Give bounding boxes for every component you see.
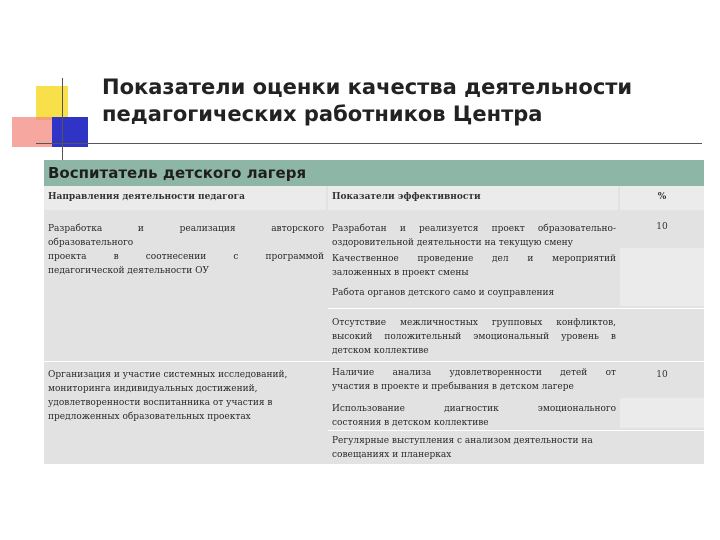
decorative-vertical-line [62,78,63,160]
row1-indicator-3-text: Работа органов детского само и соуправления [332,288,555,298]
row2-direction-line-1: Организация и участие системных исследований, [48,370,288,380]
row2-indicator-3 [332,434,616,462]
row1-indicator-4-line-1: Отсутствие межличностных групповых конфликтов, [332,318,616,328]
row2-percent-empty-box [620,398,704,428]
section-subheading: Воспитатель детского лагеря [44,160,704,186]
row1-indicator-4-line-2: высокий положительный эмоциональный уровень в [332,332,616,342]
row1-direction-line-4: педагогической деятельности ОУ [48,266,209,276]
row2-direction-line-4: предложенных образовательных проектах [48,412,251,422]
row1-direction-line-1: Разработка и реализация авторского [48,224,324,234]
row2-direction-cell [48,368,324,424]
row1-indicator-4 [332,316,616,358]
row1-percent: 10 [656,222,668,232]
row1-indicator-2-line-1: Качественное проведение дел и мероприятий [332,254,616,264]
row1-indicator-2-line-2: заложенных в проект смены [332,268,469,278]
row2-indicator-1 [332,366,616,394]
row1-direction-line-3: проекта в соотнесении с программой [48,252,324,262]
row2-percent: 10 [656,370,668,380]
row1-indicator-1 [332,222,616,250]
row2-indicator-2 [332,402,616,430]
evaluation-table [44,186,704,464]
row2-direction-line-2: мониторинга индивидуальных достижений, [48,384,258,394]
row1-separator [328,308,704,309]
row2-indicator-2-line-2: состояния в детском коллективе [332,418,489,428]
row2-indicator-3-line-2: совещаниях и планерках [332,450,452,460]
row1-direction-line-2: образовательного [48,238,134,248]
row2-inner-separator [328,430,704,431]
row1-indicator-2 [332,252,616,280]
row2-direction-line-3: удовлетворенности воспитанника от участия в [48,398,273,408]
header-direction-label: Направления деятельности педагога [48,192,246,202]
header-cell-percent [620,186,704,210]
row2-indicator-2-line-1: Использование диагностик эмоционального [332,404,616,414]
row1-indicator-4-line-3: детском коллективе [332,346,429,356]
slide-title [102,74,702,128]
decorative-yellow-square [36,86,68,120]
header-cell-direction [44,186,326,210]
row1-indicator-1-line-2: оздоровительной деятельности на текущую смену [332,238,573,248]
header-cell-indicators [328,186,618,210]
header-percent-label: % [657,192,667,202]
slide-title-line-1: Показатели оценки качества деятельности [102,75,633,99]
slide-title-line-2: педагогических работников Центра [102,102,543,126]
row2-indicator-1-line-2: участия в проекте и пребывания в детском лагере [332,382,574,392]
row2-indicator-3-line-1: Регулярные выступления с анализом деятельности на [332,436,593,446]
title-divider-line [36,143,702,144]
row2-separator [44,361,704,362]
row1-indicator-3 [332,286,616,300]
row1-direction-cell [48,222,324,278]
row2-indicator-1-line-1: Наличие анализа удовлетворенности детей от [332,368,616,378]
row1-indicator-1-line-1: Разработан и реализуется проект образовательно- [332,224,616,234]
header-indicators-label: Показатели эффективности [332,192,481,202]
row1-percent-empty-box [620,248,704,306]
